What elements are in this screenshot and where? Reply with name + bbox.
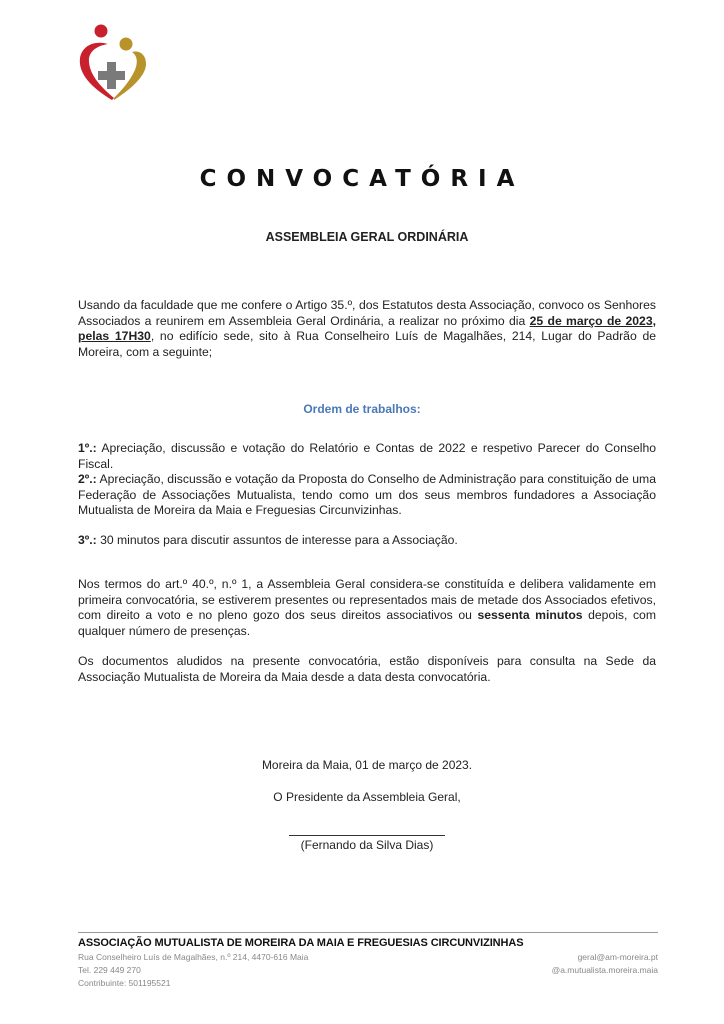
signatory-role: O Presidente da Assembleia Geral, [273,790,461,804]
footer-address: Rua Conselheiro Luís de Magalhães, n.º 214, 4470-616 Maia [78,952,309,962]
footer-org-name: ASSOCIAÇÃO MUTUALISTA DE MOREIRA DA MAIA E FREGUESIAS CIRCUNVIZINHAS [78,937,524,949]
document-title: CONVOCATÓRIA [199,166,525,192]
footer-email: geral@am-moreira.pt [577,952,658,962]
agenda-item [78,472,656,519]
signatory-name: (Fernando da Silva Dias) [300,838,434,852]
agenda-item-number: 1º.: [78,441,97,455]
documents-paragraph: Os documentos aludidos na presente convocatória, estão disponíveis para consulta na Sede da Associação Mutualista de Moreira da Maia desde a data desta convocatória. [78,654,656,684]
association-logo [74,22,154,110]
intro-text-2: , no edifício sede, sito à Rua Conselheiro Luís de Magalhães, 214, Lugar do Padrão de Moreira, com a seguinte; [78,329,656,359]
plus-icon [98,62,125,89]
meeting-time: pelas 17H30 [78,329,151,344]
footer-phone: Tel. 229 449 270 [78,965,141,975]
meeting-date: 25 de março de 2023, [529,313,657,328]
intro-paragraph [78,298,656,360]
footer-divider [78,932,658,933]
logo-red-figure-head [95,25,108,38]
quorum-text-1: Nos termos do art.º 40.º, n.º 1, a Assembleia Geral considera-se constituída e delibera validamente em primeira convocatória, se estiverem presentes ou representados mais de metade dos Associados efetivos, com direito a voto e no pleno gozo dos seus direitos associativos ou [78,577,656,623]
agenda-heading: Ordem de trabalhos: [303,402,421,416]
agenda-item [78,533,656,549]
place-date: Moreira da Maia, 01 de março de 2023. [261,758,473,772]
footer-social: @a.mutualista.moreira.maia [551,965,658,975]
quorum-text-2: depois, com qualquer número de presenças. [78,608,656,638]
intro-text-1: Usando da faculdade que me confere o Artigo 35.º, dos Estatutos desta Associação, convoco os Senhores Associados a reunirem em Assembleia Geral Ordinária, a realizar no próximo dia [78,298,656,328]
agenda-item-text: Apreciação, discussão e votação do Relatório e Contas de 2022 e respetivo Parecer do Conselho Fiscal. [78,441,656,471]
agenda-item-text: Apreciação, discussão e votação da Proposta do Conselho de Administração para constituição de uma Federação de Associações Mutualista, tendo como um dos seus membros fundadores a Associação Mutualista de Moreira da Maia e Freguesias Circunvizinhas. [78,472,656,518]
agenda-item-number: 2º.: [78,472,97,486]
signature-line [289,835,445,836]
agenda-item [78,441,656,472]
logo-gold-figure-head [120,38,133,51]
agenda-item-number: 3º.: [78,533,97,547]
agenda-item-text: 30 minutos para discutir assuntos de interesse para a Associação. [96,533,458,547]
document-subtitle: ASSEMBLEIA GERAL ORDINÁRIA [265,230,469,244]
quorum-bold: sessenta minutos [477,608,583,623]
quorum-paragraph [78,577,656,639]
footer-tax-id: Contribuinte: 501195521 [78,978,171,988]
